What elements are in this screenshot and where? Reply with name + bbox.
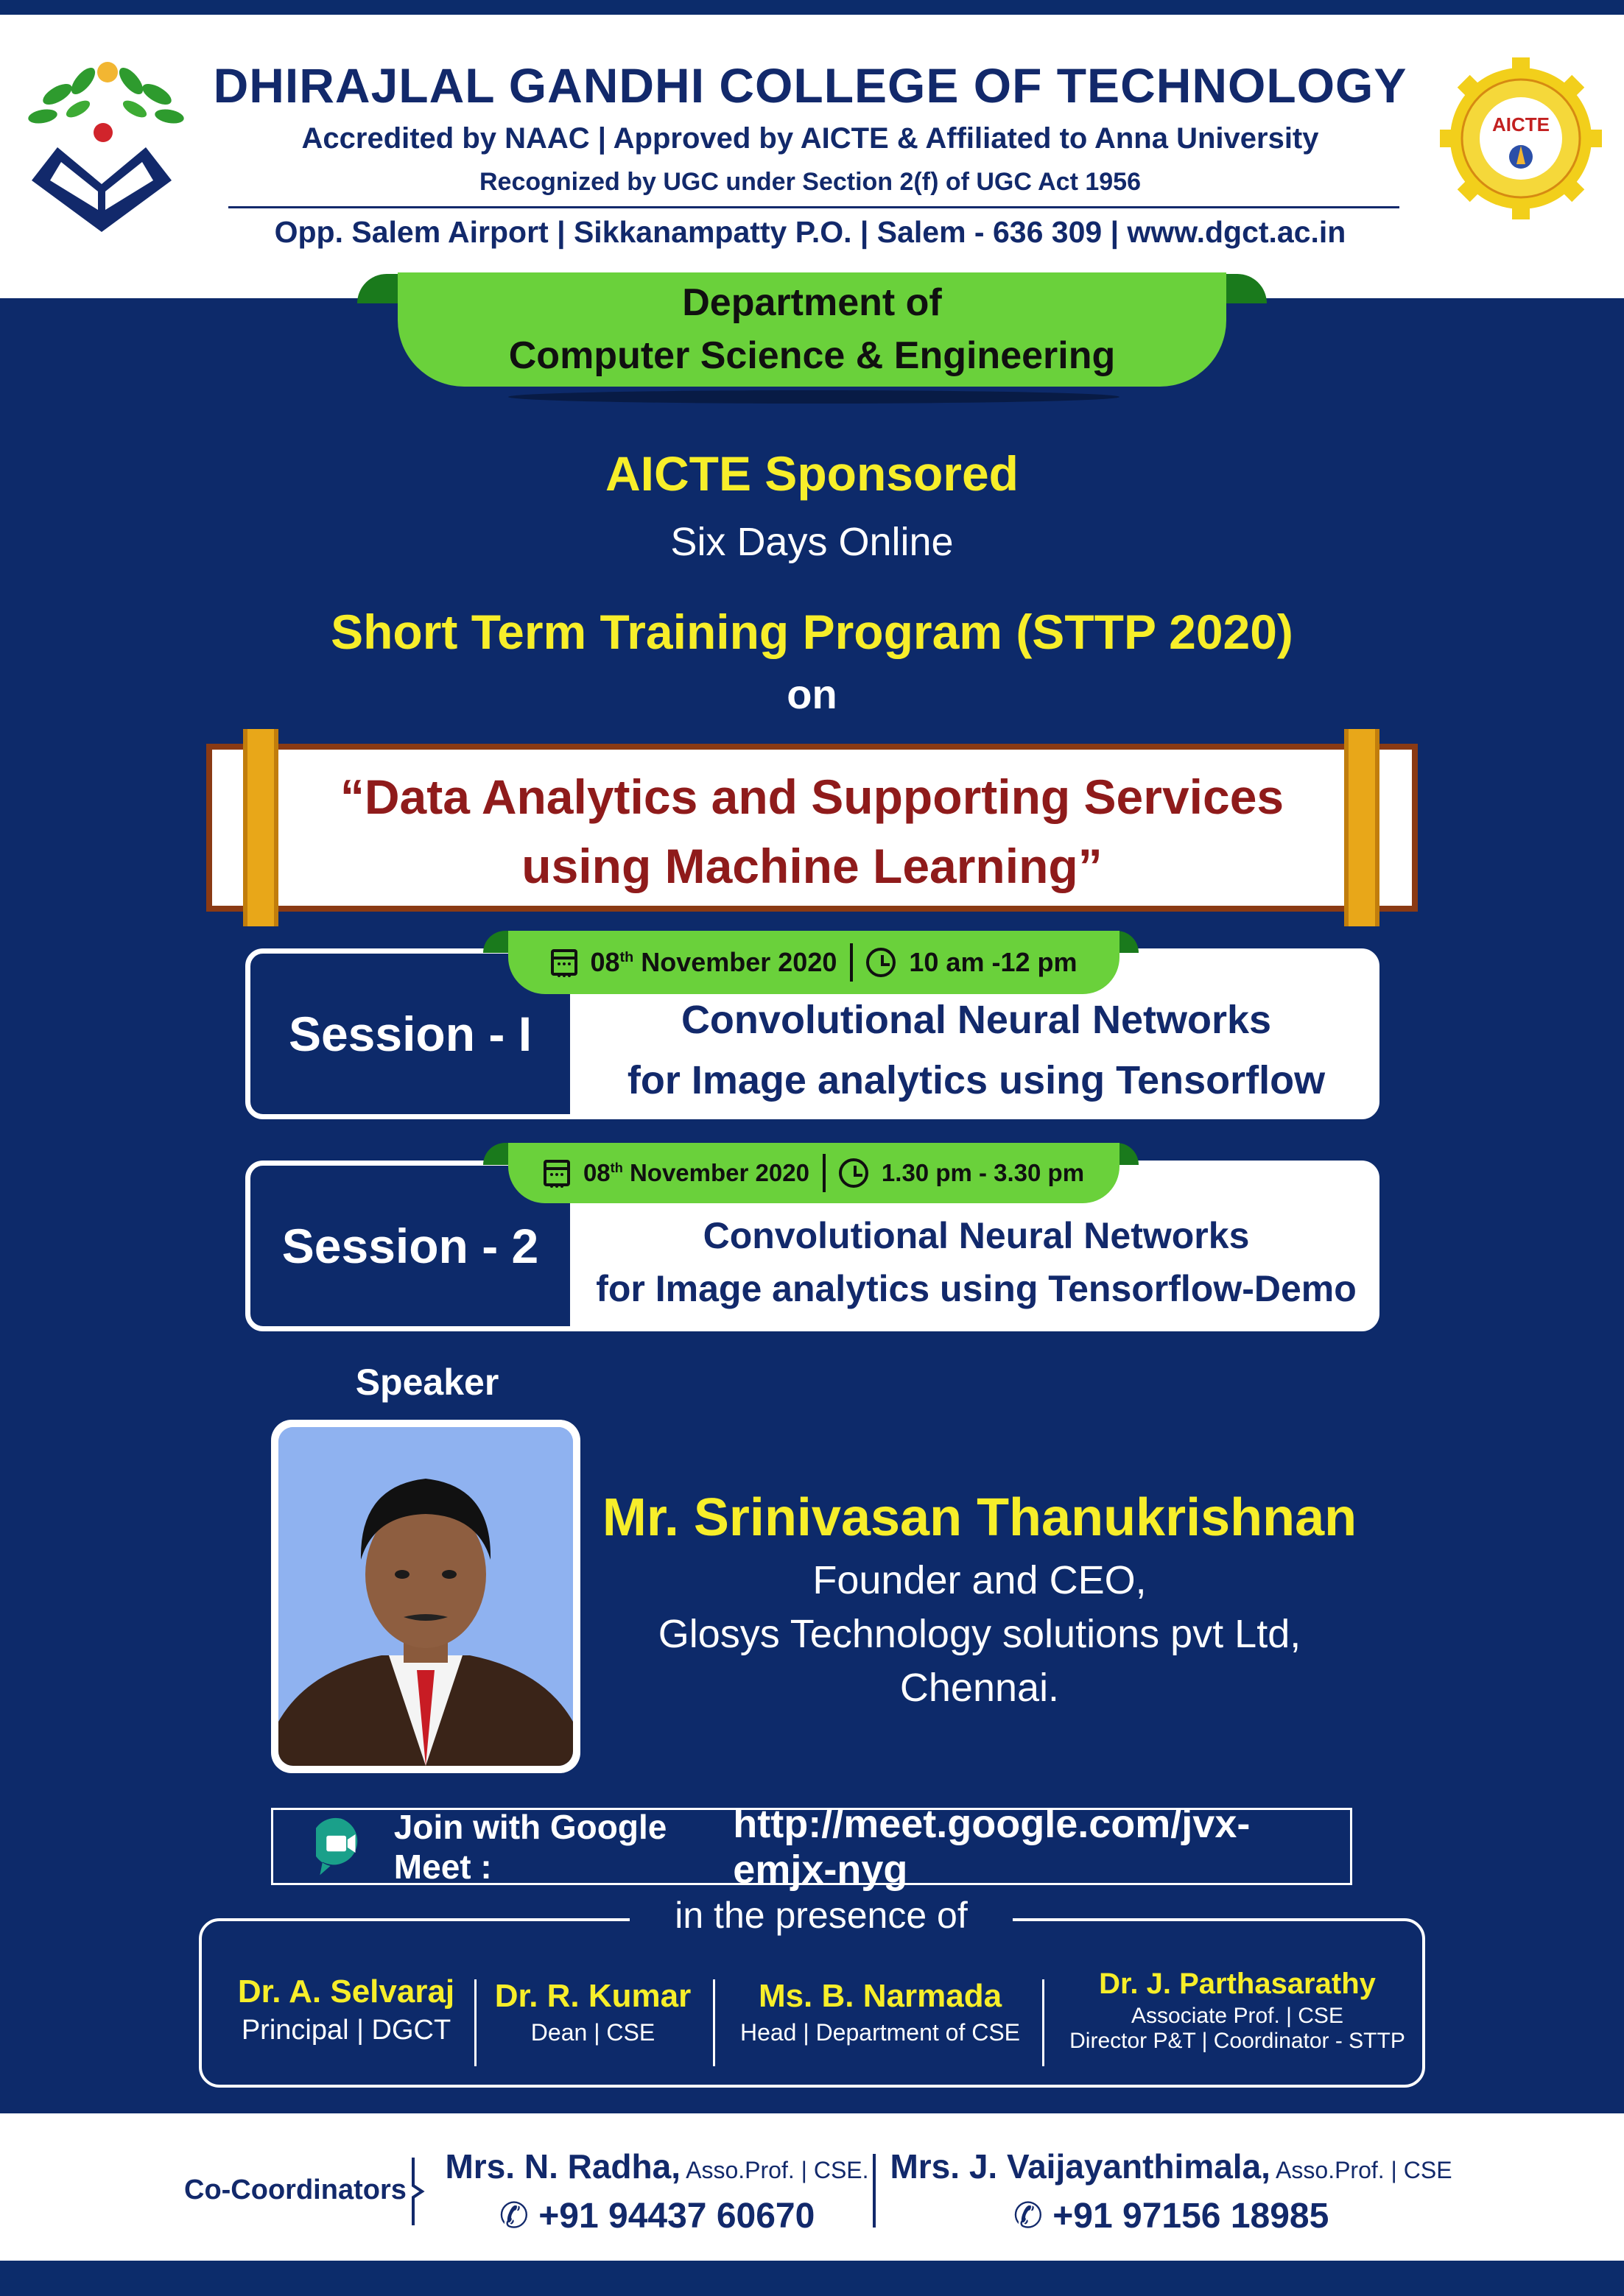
presence-name: Ms. B. Narmada — [758, 1978, 1002, 2014]
program-on: on — [787, 671, 837, 717]
google-meet-icon — [316, 1815, 366, 1878]
accreditation: Accredited by NAAC | Approved by AICTE & Affiliated to Anna University — [301, 122, 1319, 155]
session-1-label: Session - I — [288, 1007, 532, 1061]
session-2-topic — [576, 1209, 1377, 1315]
session-1-topic-line1: Convolutional Neural Networks — [681, 998, 1272, 1042]
session-2-label: Session - 2 — [281, 1219, 539, 1273]
session-2-time: 1.30 pm - 3.30 pm — [881, 1159, 1085, 1186]
session-1-topic — [576, 990, 1377, 1110]
session-2-topic-line2: for Image analytics using Tensorflow-Demo — [596, 1268, 1357, 1309]
session-2-topic-line1: Convolutional Neural Networks — [703, 1215, 1250, 1256]
presence-name: Dr. R. Kumar — [494, 1978, 692, 2014]
address: Opp. Salem Airport | Sikkanampatty P.O. | Salem - 636 309 | www.dgct.ac.in — [274, 215, 1346, 249]
phone-icon: ✆ — [1013, 2197, 1053, 2236]
meet-url-link[interactable]: http://meet.google.com/jvx-emjx-nyg — [733, 1801, 1251, 1892]
coordinator-1 — [443, 2147, 871, 2236]
presence-role: Associate Prof. | CSE — [1131, 2004, 1343, 2028]
title-line2: using Machine Learning” — [521, 839, 1103, 893]
session-2-date: 08th November 2020 — [583, 1159, 809, 1186]
meet-label: Join with Google Meet : — [393, 1807, 667, 1886]
phone-icon: ✆ — [499, 2197, 539, 2236]
speaker-photo — [271, 1420, 580, 1773]
coordinator-title: Asso.Prof. | CSE. — [681, 2157, 869, 2183]
duration: Six Days Online — [670, 520, 954, 564]
schedule-divider — [850, 943, 853, 982]
coordinators-bracket-icon — [410, 2158, 428, 2225]
session-2-schedule — [508, 1143, 1119, 1203]
department-name — [412, 276, 1212, 382]
coordinators-divider — [873, 2154, 876, 2228]
presence-role: Head | Department of CSE — [739, 2019, 1021, 2046]
session-1-time: 10 am -12 pm — [909, 947, 1078, 977]
sponsor: AICTE Sponsored — [605, 446, 1019, 501]
speaker-photo-image — [278, 1427, 573, 1766]
presence-name: Dr. J. Parthasarathy — [1099, 1968, 1376, 2000]
college-name: DHIRAJLAL GANDHI COLLEGE OF TECHNOLOGY — [213, 58, 1407, 113]
coordinator-title: Asso.Prof. | CSE — [1270, 2157, 1452, 2183]
coordinator-phone: ✆ +91 94437 60670 — [499, 2197, 815, 2236]
recognition: Recognized by UGC under Section 2(f) of UGC Act 1956 — [479, 168, 1141, 196]
program-name: Short Term Training Program (STTP 2020) — [331, 605, 1293, 659]
presence-person-2 — [479, 1973, 707, 2046]
presence-title: in the presence of — [630, 1894, 1013, 1940]
college-logo-icon — [13, 59, 190, 236]
calendar-icon — [551, 949, 577, 976]
presence-name: Dr. A. Selvaraj — [237, 1973, 455, 2010]
session-1-date: 08th November 2020 — [590, 947, 837, 977]
aicte-logo-text: AICTE — [1492, 113, 1550, 135]
department-line1: Department of — [682, 281, 942, 324]
header-divider — [228, 206, 1399, 208]
presence-divider — [474, 1979, 477, 2066]
department-shadow — [508, 390, 1119, 404]
coordinator-phone: ✆ +91 97156 18985 — [1013, 2197, 1329, 2236]
program-title — [287, 762, 1337, 901]
coordinators-label: Co-Coordinators — [184, 2174, 407, 2205]
meet-link-box[interactable] — [271, 1801, 1352, 1892]
title-line1: “Data Analytics and Supporting Services — [340, 770, 1284, 824]
speaker-name: Mr. Srinivasan Thanukrishnan — [602, 1488, 1357, 1547]
presence-role-2: Director P&T | Coordinator - STTP — [1069, 2029, 1405, 2053]
speaker-company: Glosys Technology solutions pvt Ltd, — [658, 1612, 1301, 1656]
clock-icon — [866, 948, 896, 977]
aicte-logo-icon — [1440, 57, 1602, 219]
coordinator-name: Mrs. N. Radha, — [445, 2147, 681, 2186]
speaker-role: Founder and CEO, — [812, 1558, 1147, 1602]
coordinator-2 — [884, 2147, 1458, 2236]
department-line2: Computer Science & Engineering — [508, 334, 1116, 377]
banner-roll-left — [243, 729, 278, 926]
session-1-topic-line2: for Image analytics using Tensorflow — [627, 1058, 1326, 1102]
clock-icon — [839, 1158, 868, 1188]
presence-person-1 — [221, 1973, 471, 2046]
schedule-divider — [823, 1154, 826, 1192]
speaker-city: Chennai. — [899, 1666, 1060, 1710]
presence-divider — [713, 1979, 715, 2066]
coordinator-name: Mrs. J. Vaijayanthimala, — [890, 2147, 1270, 2186]
speaker-heading: Speaker — [355, 1362, 499, 1403]
presence-person-3 — [718, 1973, 1042, 2046]
presence-divider — [1042, 1979, 1044, 2066]
top-border — [0, 0, 1624, 15]
presence-role: Principal | DGCT — [241, 2015, 451, 2046]
presence-role: Dean | CSE — [530, 2019, 655, 2046]
session-1-schedule — [508, 931, 1119, 994]
bottom-border — [0, 2261, 1624, 2296]
presence-person-4 — [1050, 1968, 1425, 2054]
speaker-portrait-icon — [278, 1427, 573, 1766]
banner-roll-right — [1344, 729, 1379, 926]
calendar-icon — [544, 1160, 570, 1186]
